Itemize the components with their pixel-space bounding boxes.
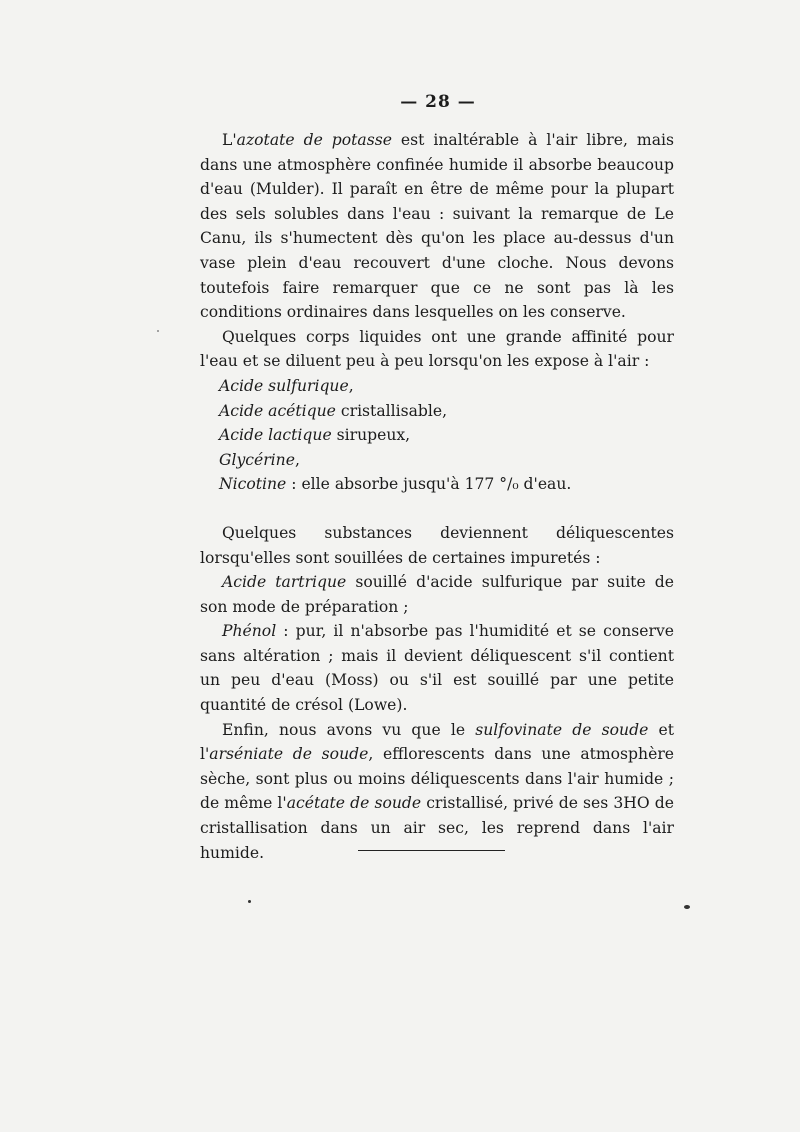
- list-item: [219, 448, 674, 473]
- list-item-text: ,: [294, 450, 300, 469]
- list-item: [219, 399, 674, 424]
- paragraph-azotate-text: est inaltérable à l'air libre, mais dans une atmosphère confinée humide il absorbe beaucoup d'eau (Mulder). Il paraît en être de même pour la plupart des sels solubles dans l'eau : suivant la remarque de Le Canu, ils s'humectent dès qu'on les place au-dessus d'un vase plein d'eau recouvert d'une cloche. Nous devons toutefois faire remarquer que ce ne sont pas là les conditions ordinaires dans lesquelles on les conserve.: [200, 131, 674, 322]
- paragraph-azotate-prefix: L': [222, 131, 237, 149]
- ink-speck: [684, 905, 690, 909]
- term-acide-tartrique: Acide tartrique: [222, 573, 347, 592]
- list-item-text: cristallisable,: [335, 401, 448, 420]
- list-item-text: : elle absorbe jusqu'à 177 °/₀ d'eau.: [286, 475, 572, 494]
- term-nicotine: Nicotine: [219, 475, 287, 494]
- term-sulfovinate-de-soude: sulfovinate de soude: [475, 720, 649, 739]
- term-acide-acetique: Acide acétique: [219, 401, 336, 420]
- term-acide-lactique: Acide lactique: [219, 426, 332, 445]
- term-acetate-de-soude: acétate de soude: [286, 794, 422, 813]
- paragraph-enfin-text: Enfin, nous avons vu que le: [222, 720, 476, 739]
- paragraph-enfin: [200, 718, 674, 866]
- paragraph-tartrique: [200, 570, 674, 619]
- paragraph-azotate: [200, 128, 674, 325]
- paragraph-gap: [200, 497, 674, 521]
- term-arseniate-de-soude: arséniate de soude: [209, 745, 369, 764]
- paragraph-enfin-text: , efflorescents dans une atmosphère sèche, sont plus ou moins déliquescents dans l'air humide ; de même l': [200, 745, 674, 813]
- term-azotate-de-potasse: azotate de potasse: [236, 131, 392, 149]
- paragraph-phenol-text: : pur, il n'absorbe pas l'humidité et se conserve sans altération ; mais il devient déliquescent s'il contient un peu d'eau (Moss) ou s'il est souillé par une petite quantité de crésol (Lowe).: [200, 622, 674, 715]
- ink-speck: [248, 900, 251, 903]
- paragraph-liquides-text: Quelques corps liquides ont une grande affinité pour l'eau et se diluent peu à peu lorsqu'on les expose à l'air :: [200, 327, 674, 371]
- paragraph-phenol: [200, 619, 674, 717]
- paragraph-tartrique-text: souillé d'acide sulfurique par suite de son mode de préparation ;: [200, 573, 674, 616]
- paragraph-liquides: [200, 325, 674, 374]
- ink-speck: [157, 330, 159, 332]
- paragraph-substances: [200, 521, 674, 570]
- term-phenol: Phénol: [222, 622, 277, 641]
- term-acide-sulfurique: Acide sulfurique: [219, 376, 349, 395]
- paragraph-enfin-text: et l': [200, 720, 674, 764]
- list-item: [219, 374, 674, 399]
- liquid-list: [200, 374, 674, 497]
- list-item: [219, 472, 674, 497]
- section-divider-rule: [358, 850, 505, 851]
- paragraph-enfin-text: cristallisé, privé de ses 3HO de cristallisation dans un air sec, les reprend dans l'air humide.: [200, 794, 674, 862]
- paragraph-substances-text: Quelques substances deviennent déliquescentes lorsqu'elles sont souillées de certaines impuretés :: [200, 523, 674, 567]
- page-number: — 28 —: [400, 92, 476, 112]
- term-glycerine: Glycérine: [219, 450, 295, 469]
- list-item: [219, 423, 674, 448]
- list-item-text: ,: [348, 376, 354, 395]
- body-text: [200, 128, 674, 865]
- list-item-text: sirupeux,: [331, 426, 411, 445]
